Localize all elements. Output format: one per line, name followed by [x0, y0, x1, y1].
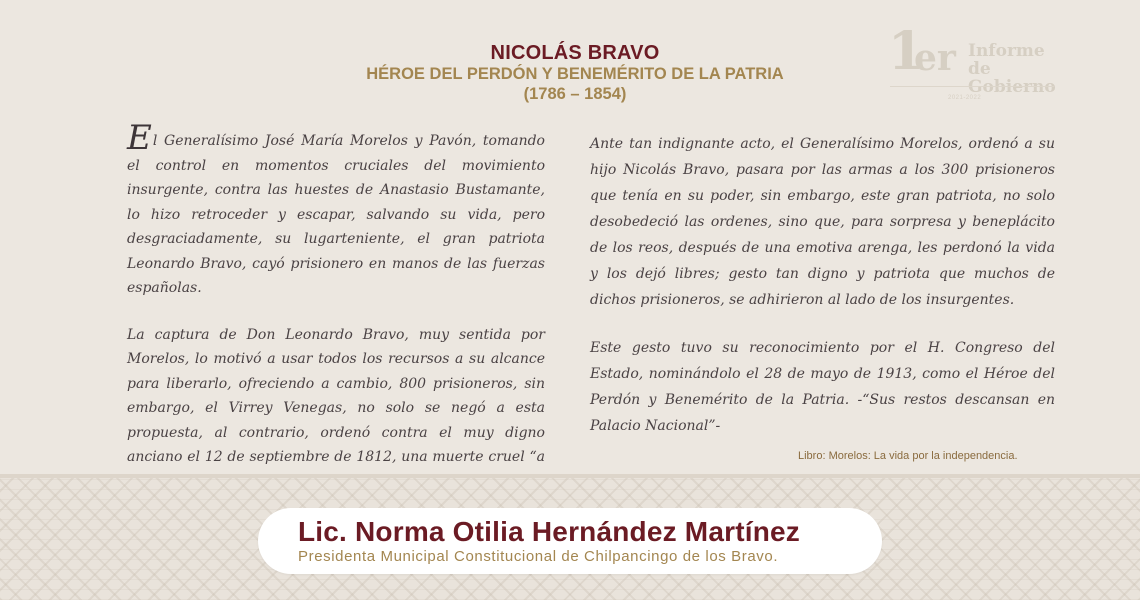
life-years: (1786 – 1854)	[523, 85, 627, 103]
right-text-column	[590, 131, 1055, 461]
logo-years: 2021-2022	[948, 95, 982, 101]
drop-cap: E	[127, 118, 152, 158]
left-paragraph-1	[127, 118, 545, 301]
left-paragraph-1-text: l Generalísimo José María Morelos y Pavón, tomando el control en momentos cruciales del movimiento insurgente, contra las huestes de Anastasio Bustamante, lo hizo retroceder y escapar, salvando su vida, pero desgraciadamente, su lugarteniente, el gran patriota Leonardo Bravo, cayó prisionero en manos de las fuerzas españolas.	[127, 133, 545, 296]
right-paragraph-2: Este gesto tuvo su reconocimiento por el H. Congreso del Estado, nominándolo el 28 de mayo de 1913, como el Héroe del Perdón y Benemérito de la Patria. -“Sus restos descansan en Palacio Nacional”-	[590, 340, 1055, 434]
informe-logo	[888, 21, 1060, 108]
logo-divider	[890, 86, 1054, 93]
official-name: Lic. Norma Otilia Hernández Martínez	[298, 516, 800, 547]
logo-text: Informe de Gobierno	[968, 41, 1056, 97]
page-title: NICOLÁS BRAVO	[490, 42, 660, 64]
left-paragraph-2: La captura de Don Leonardo Bravo, muy sentida por Morelos, lo motivó a usar todos los recursos a su alcance para liberarlo, ofreciendo a cambio, 800 prisioneros, sin embargo, el Virrey Venegas, no solo se negó a esta propuesta, al contrario, ordenó contra el muy digno anciano el 12 de septiembre de 1812, una muerte cruel “a	[127, 326, 545, 465]
page-subtitle: HÉROE DEL PERDÓN Y BENEMÉRITO DE LA PATRIA	[366, 65, 784, 83]
right-paragraph-1: Ante tan indignante acto, el Generalísimo Morelos, ordenó a su hijo Nicolás Bravo, pasara por las armas a los 300 prisioneros que tenía en su poder, sin embargo, este gran patriota, no solo desobedeció las ordenes, sino que, para sorpresa y beneplácito de los reos, después de una emotiva arenga, les perdonó la vida y los dejó libres; gesto tan digno y patriota que muchos de dichos prisioneros, se adhirieron al lado de los insurgentes.	[590, 136, 1055, 308]
source-citation: Libro: Morelos: La vida por la independencia.	[798, 450, 1018, 462]
logo-suffix: er	[914, 37, 956, 79]
logo-number: 1	[888, 21, 925, 82]
official-position: Presidenta Municipal Constitucional de Chilpancingo de los Bravo.	[298, 548, 779, 565]
name-card	[258, 508, 882, 574]
